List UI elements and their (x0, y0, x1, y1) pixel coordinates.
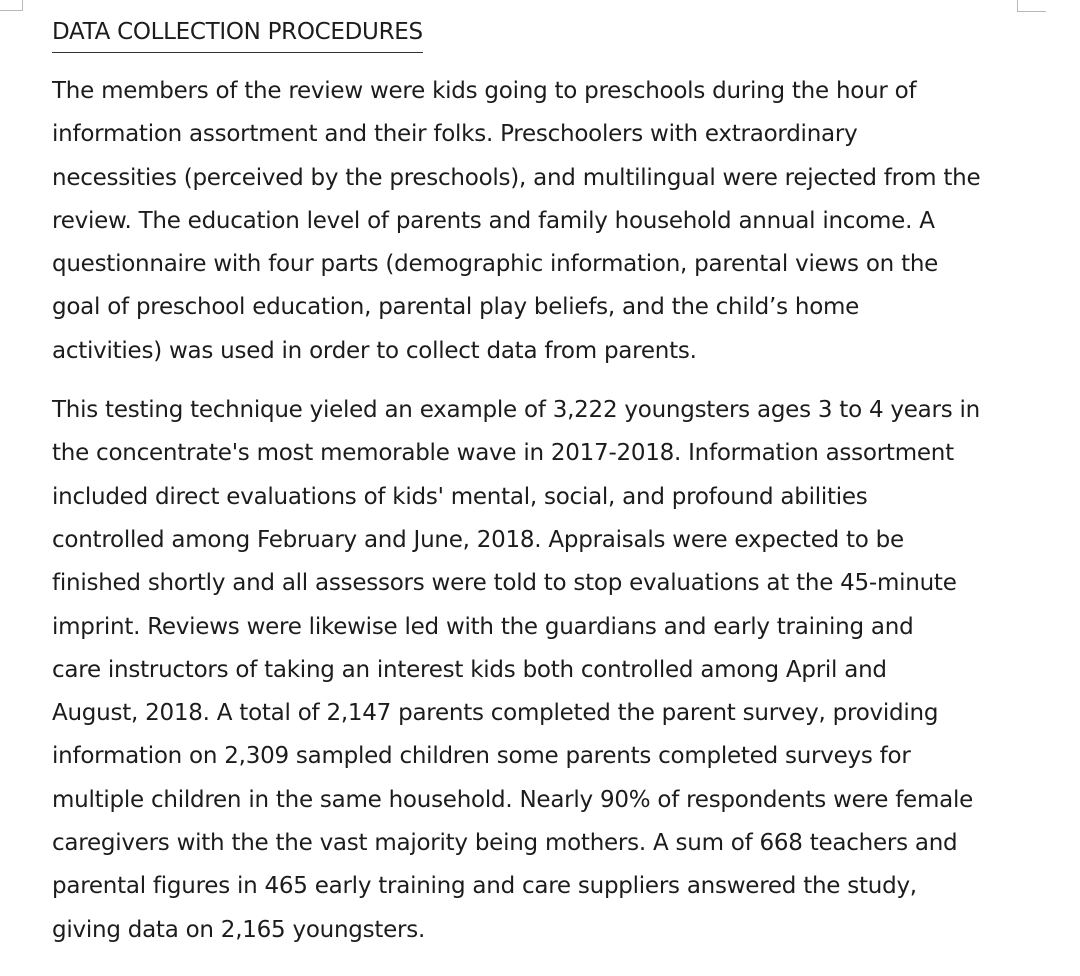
paragraph-sampling (52, 389, 1037, 952)
text-line: The members of the review were kids going to preschools during the hour of (52, 78, 917, 104)
text-line: giving data on 2,165 youngsters. (52, 916, 426, 943)
text-line: information on 2,309 sampled children some parents completed surveys for (52, 743, 911, 770)
text-line: review. The education level of parents and family household annual income. A (52, 207, 935, 234)
text-line: necessities (perceived by the preschools), and multilingual were rejected from the (52, 164, 981, 191)
text-line: finished shortly and all assessors were told to stop evaluations at the 45-minute (52, 570, 957, 597)
text-line: multiple children in the same household. Nearly 90% of respondents were female (52, 786, 973, 813)
text-line: parental figures in 465 early training and care suppliers answered the study, (52, 873, 917, 900)
text-line: imprint. Reviews were likewise led with the guardians and early training and (52, 613, 914, 640)
text-line: questionnaire with four parts (demographic information, parental views on the (52, 251, 939, 278)
text-line: goal of preschool education, parental play beliefs, and the child’s home (52, 294, 860, 321)
page-corner-mark-right (1017, 0, 1046, 12)
page-corner-mark-left (0, 0, 23, 11)
text-line: August, 2018. A total of 2,147 parents completed the parent survey, providing (52, 700, 939, 727)
text-line: caregivers with the the vast majority being mothers. A sum of 668 teachers and (52, 830, 958, 857)
text-line: controlled among February and June, 2018. Appraisals were expected to be (52, 526, 904, 553)
paragraph-participants (52, 70, 1037, 373)
text-line: the concentrate's most memorable wave in 2017-2018. Information assortment (52, 440, 954, 467)
text-line: information assortment and their folks. Preschoolers with extraordinary (52, 121, 858, 148)
section-heading: DATA COLLECTION PROCEDURES (52, 14, 423, 53)
text-line: included direct evaluations of kids' mental, social, and profound abilities (52, 483, 868, 510)
document-page (52, 14, 1037, 952)
text-line: care instructors of taking an interest kids both controlled among April and (52, 656, 887, 683)
text-line: activities) was used in order to collect data from parents. (52, 337, 697, 364)
text-line: This testing technique yieled an example of 3,222 youngsters ages 3 to 4 years in (52, 397, 980, 424)
